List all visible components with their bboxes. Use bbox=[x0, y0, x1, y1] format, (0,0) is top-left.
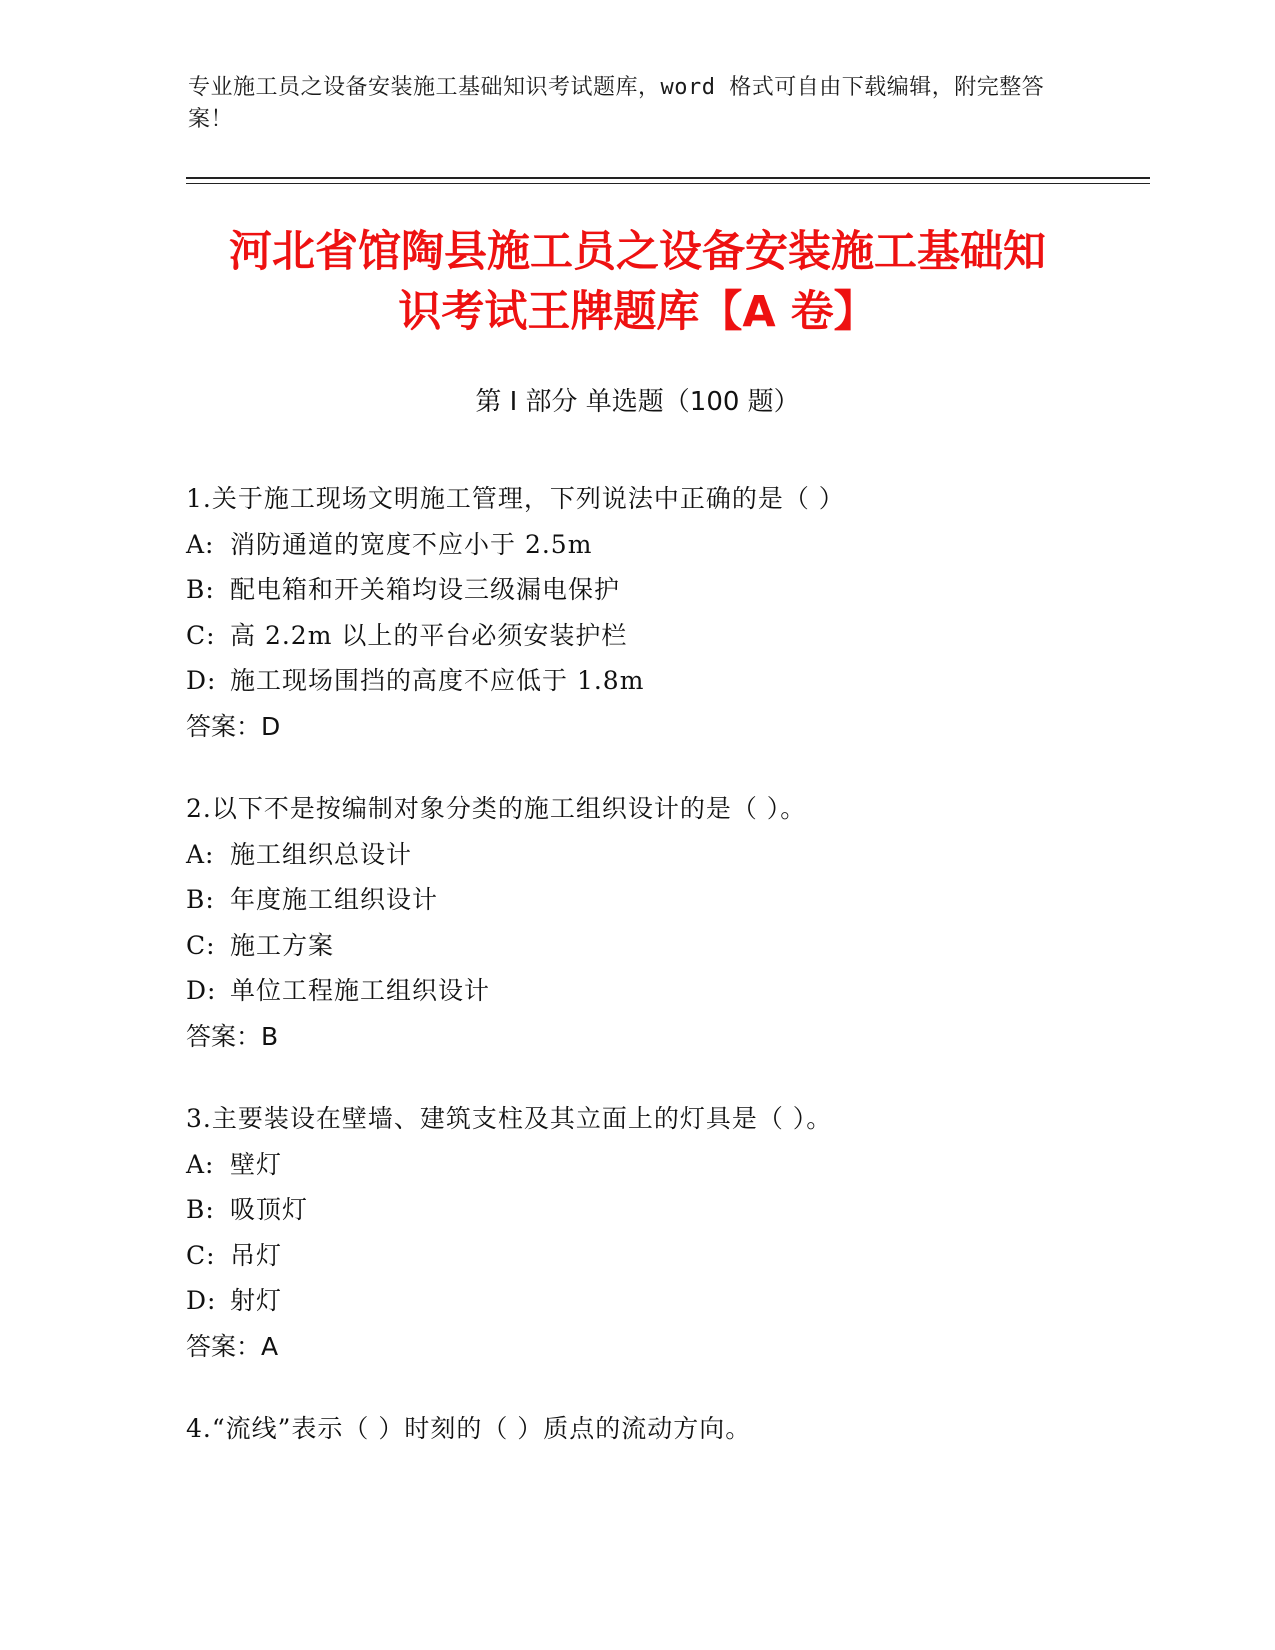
question-option-b bbox=[186, 1187, 1146, 1233]
option-letter: A: bbox=[186, 1149, 215, 1179]
option-text: 配电箱和开关箱均设三级漏电保护 bbox=[230, 575, 621, 604]
option-text: 施工方案 bbox=[230, 930, 335, 960]
question-option-b bbox=[186, 567, 1146, 613]
question-option-a bbox=[186, 832, 1146, 878]
question-list bbox=[186, 476, 1146, 1489]
option-letter: C: bbox=[186, 1240, 216, 1270]
question-option-c bbox=[186, 923, 1146, 969]
document-title-line-1: 河北省馆陶县施工员之设备安装施工基础知 bbox=[229, 227, 1046, 277]
section-heading: 第 I 部分 单选题（100 题） bbox=[475, 387, 800, 417]
option-letter: A: bbox=[186, 839, 215, 869]
header-divider-thin bbox=[186, 183, 1150, 184]
option-text: 壁灯 bbox=[230, 1149, 283, 1179]
option-text: 施工现场围挡的高度不应低于 1.8m bbox=[230, 666, 645, 695]
question-option-d bbox=[186, 658, 1146, 704]
option-text: 吊灯 bbox=[230, 1240, 283, 1270]
header-divider-thick bbox=[186, 177, 1150, 179]
option-letter: B: bbox=[186, 885, 215, 914]
question-option-a bbox=[186, 522, 1146, 568]
option-text: 施工组织总设计 bbox=[230, 839, 413, 869]
question-option-c bbox=[186, 1233, 1146, 1279]
option-letter: B: bbox=[186, 575, 215, 604]
option-text: 吸顶灯 bbox=[230, 1195, 309, 1224]
option-text: 单位工程施工组织设计 bbox=[230, 976, 491, 1005]
option-letter: B: bbox=[186, 1195, 215, 1224]
question-option-c bbox=[186, 613, 1146, 659]
question-1 bbox=[186, 476, 1146, 749]
option-text: 年度施工组织设计 bbox=[230, 885, 439, 914]
question-2 bbox=[186, 786, 1146, 1059]
question-answer: 答案：D bbox=[186, 711, 281, 741]
option-text: 消防通道的宽度不应小于 2.5m bbox=[230, 529, 593, 559]
header-note: 专业施工员之设备安装施工基础知识考试题库，word 格式可自由下载编辑，附完整答案！ bbox=[188, 75, 1045, 132]
question-stem: 1.关于施工现场文明施工管理，下列说法中正确的是（ ） bbox=[186, 484, 845, 513]
question-answer: 答案：B bbox=[186, 1021, 279, 1051]
option-text: 射灯 bbox=[230, 1286, 283, 1315]
question-stem: 3.主要装设在壁墙、建筑支柱及其立面上的灯具是（ ）。 bbox=[186, 1104, 833, 1133]
question-3 bbox=[186, 1096, 1146, 1369]
option-letter: D: bbox=[186, 666, 217, 695]
question-answer: 答案：A bbox=[186, 1331, 279, 1361]
option-text: 高 2.2m 以上的平台必须安装护栏 bbox=[230, 620, 628, 650]
option-letter: A: bbox=[186, 529, 215, 559]
question-option-d bbox=[186, 1278, 1146, 1324]
option-letter: C: bbox=[186, 930, 216, 960]
question-option-a bbox=[186, 1142, 1146, 1188]
question-stem: 4.“流线”表示（ ）时刻的（ ）质点的流动方向。 bbox=[186, 1414, 752, 1443]
question-option-d bbox=[186, 968, 1146, 1014]
document-title-line-2: 识考试王牌题库【A 卷】 bbox=[398, 287, 877, 337]
document-title bbox=[160, 222, 1115, 342]
question-stem: 2.以下不是按编制对象分类的施工组织设计的是（ ）。 bbox=[186, 794, 807, 823]
question-4 bbox=[186, 1406, 1146, 1452]
option-letter: D: bbox=[186, 1286, 217, 1315]
option-letter: C: bbox=[186, 620, 216, 650]
option-letter: D: bbox=[186, 976, 217, 1005]
question-option-b bbox=[186, 877, 1146, 923]
